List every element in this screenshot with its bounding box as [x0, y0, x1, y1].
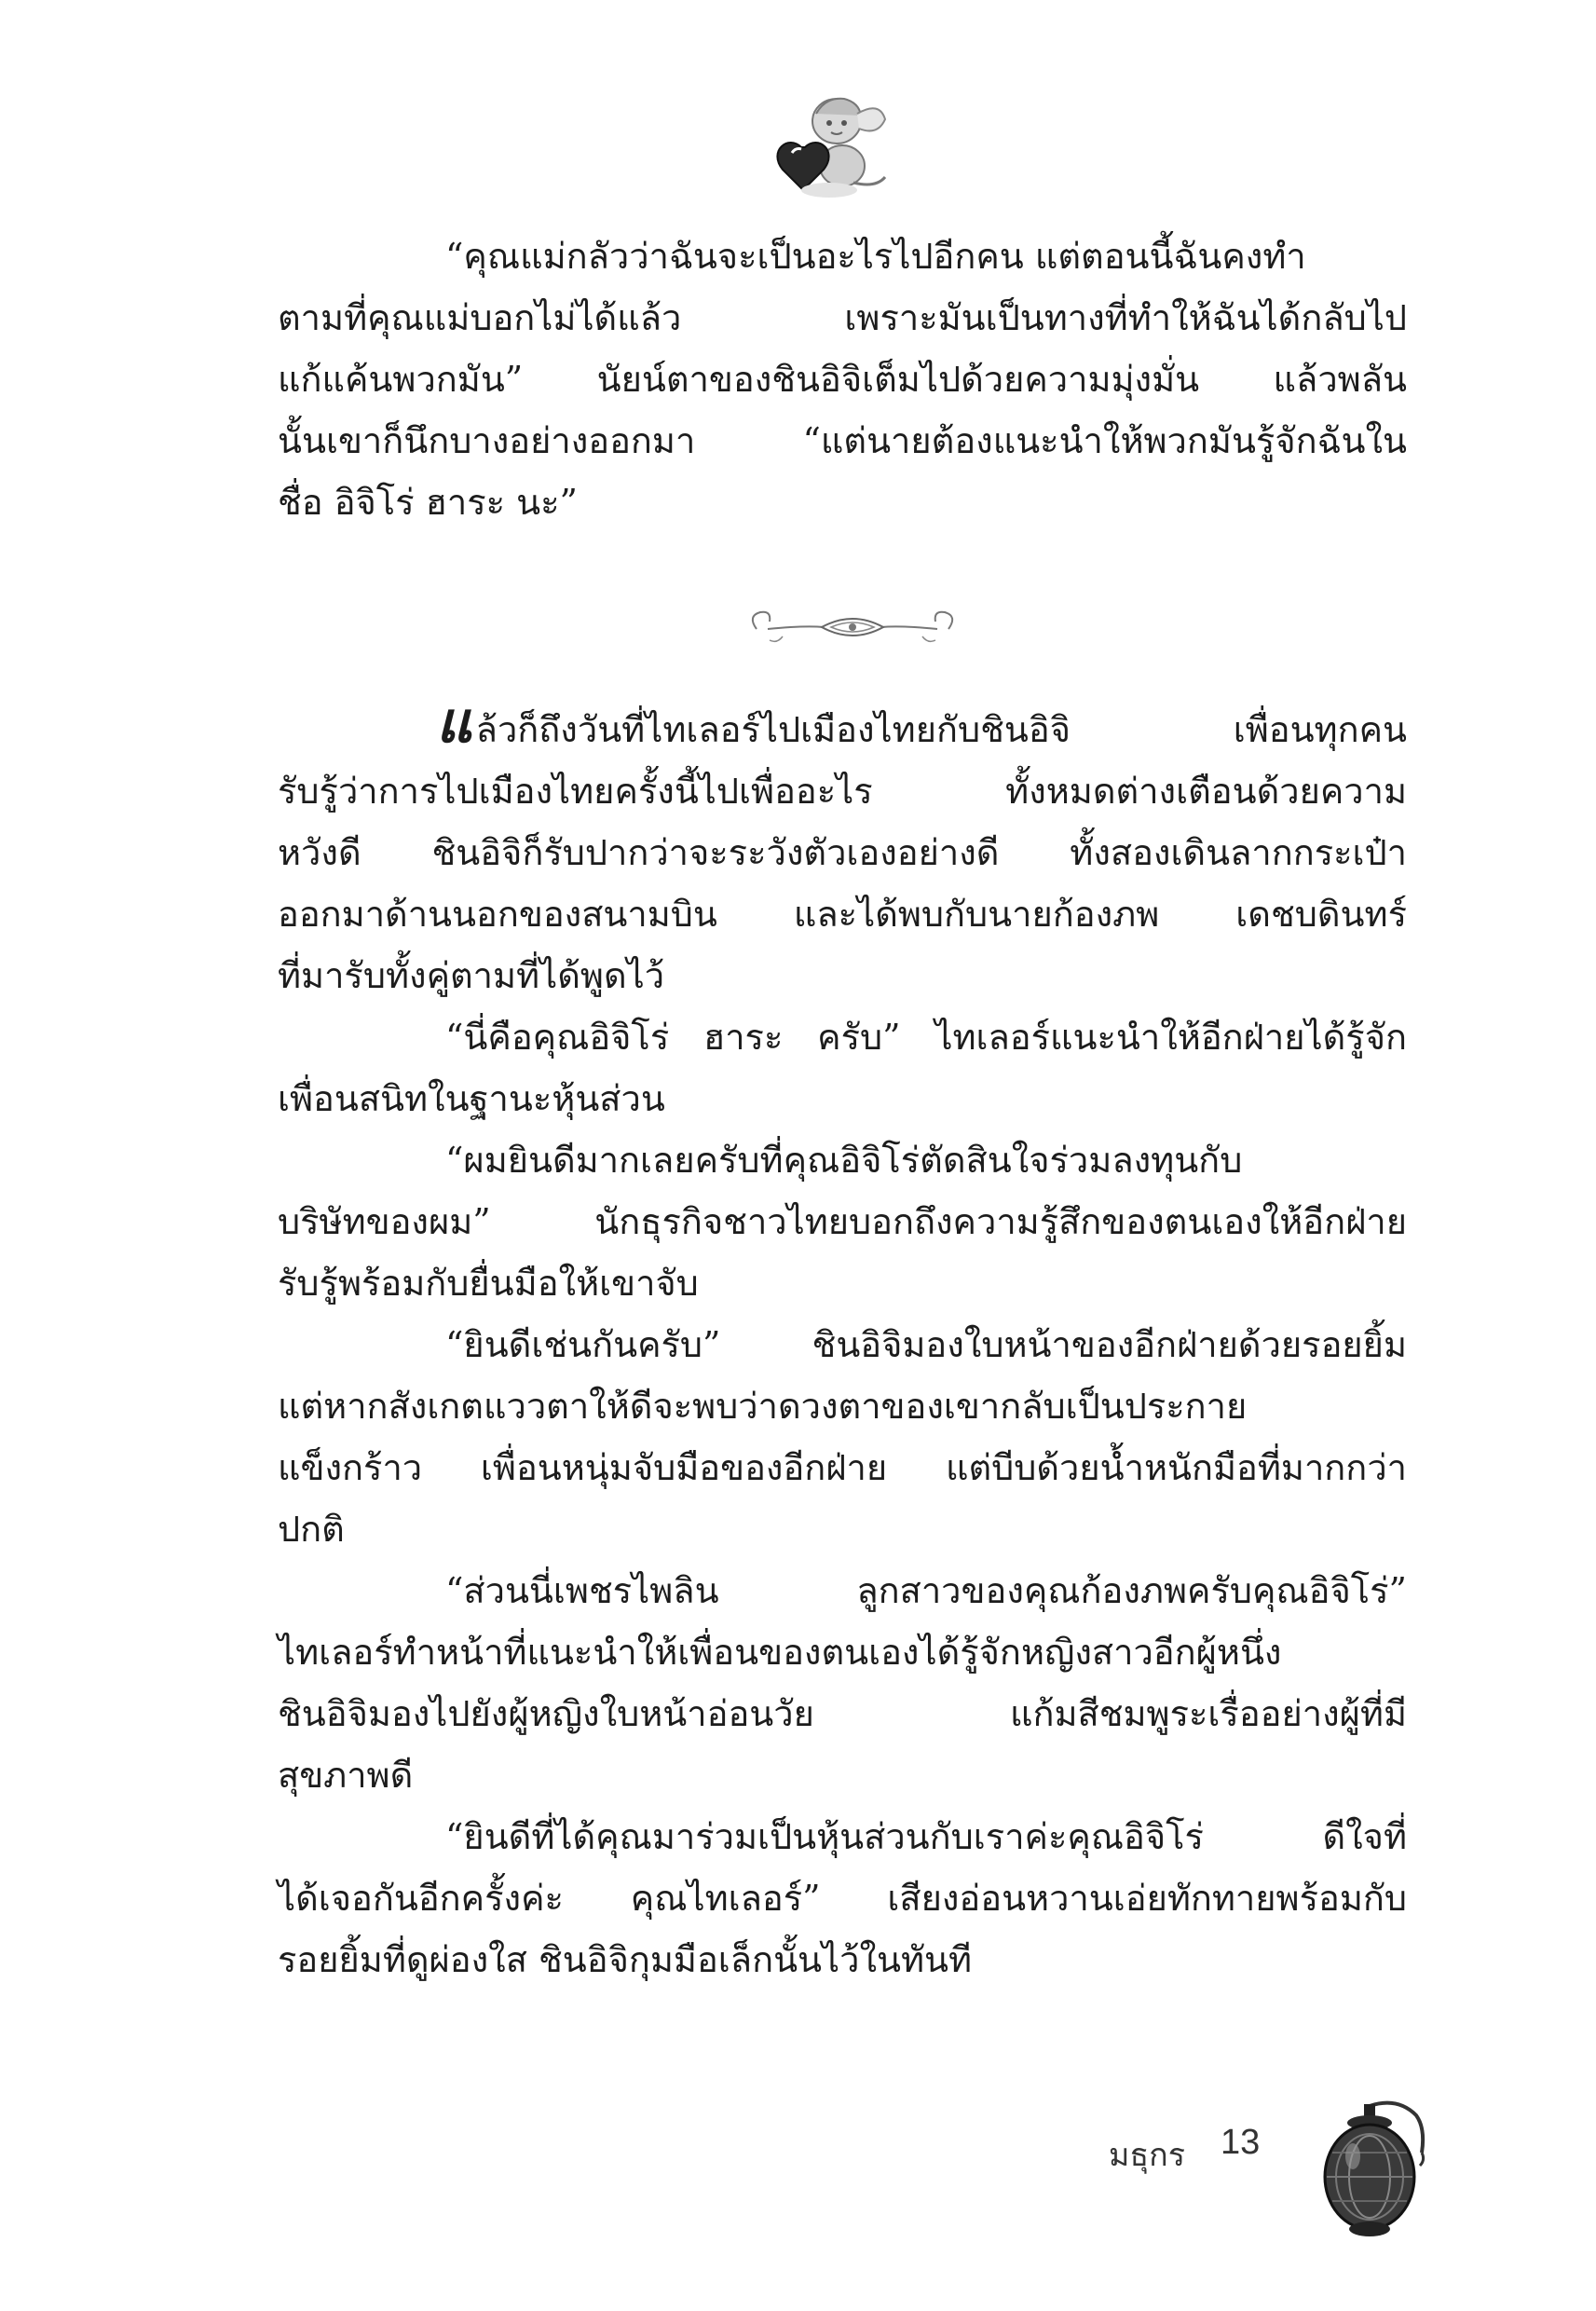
text-line: สุขภาพดี [278, 1755, 414, 1796]
text-line: นั้นเขาก็นึกบางอย่างออกมา “แต่นายต้องแนะนำให้พวกมันรู้จักฉันใน [278, 420, 1407, 461]
hanging-lantern-icon [1304, 2087, 1435, 2246]
text-line: ตามที่คุณแม่บอกไม่ได้แล้ว เพราะมันเป็นทางที่ทำให้ฉันได้กลับไป [278, 297, 1407, 338]
text-line: “คุณแม่กลัวว่าฉันจะเป็นอะไรไปอีกคน แต่ตอนนี้ฉันคงทำ [445, 236, 1306, 277]
text-line: ออกมาด้านนอกของสนามบิน และได้พบกับนายก้องภพ เดชบดินทร์ [278, 894, 1407, 935]
text-line: ได้เจอกันอีกครั้งค่ะ คุณไทเลอร์” เสียงอ่อนหวานเอ่ยทักทายพร้อมกับ [278, 1878, 1407, 1919]
text-line: “นี่คือคุณอิจิโร่ ฮาระ ครับ” ไทเลอร์แนะนำให้อีกฝ่ายได้รู้จัก [445, 1017, 1407, 1058]
text-line: รับรู้ว่าการไปเมืองไทยครั้งนี้ไปเพื่ออะไร ทั้งหมดต่างเตือนด้วยความ [278, 771, 1407, 812]
page-number: 13 [1221, 2123, 1261, 2162]
text-line: “ยินดีที่ได้คุณมาร่วมเป็นหุ้นส่วนกับเราค่ะคุณอิจิโร่ ดีใจที่ [445, 1816, 1407, 1857]
text-line: รับรู้พร้อมกับยื่นมือให้เขาจับ [278, 1263, 699, 1304]
text-line: ไทเลอร์ทำหน้าที่แนะนำให้เพื่อนของตนเองได้รู้จักหญิงสาวอีกผู้หนึ่ง [278, 1632, 1282, 1673]
drop-cap: แ [436, 691, 472, 756]
text-line: ชื่อ อิจิโร่ ฮาระ นะ” [278, 482, 578, 523]
text-line: “ส่วนนี่เพชรไพลิน ลูกสาวของคุณก้องภพครับคุณอิจิโร่” [445, 1570, 1407, 1611]
text-line: ชินอิจิมองไปยังผู้หญิงใบหน้าอ่อนวัย แก้มสีชมพูระเรื่ออย่างผู้ที่มี [278, 1693, 1407, 1734]
text-line: แข็งกร้าว เพื่อนหนุ่มจับมือของอีกฝ่าย แต่บีบด้วยน้ำหนักมือที่มากกว่า [278, 1447, 1407, 1488]
cupid-holding-heart-icon [764, 86, 894, 207]
text-line: แก้แค้นพวกมัน” นัยน์ตาของชินอิจิเต็มไปด้วยความมุ่งมั่น แล้วพลัน [278, 359, 1407, 400]
text-line: เพื่อนสนิทในฐานะหุ้นส่วน [278, 1078, 665, 1119]
text-line-first [278, 691, 1407, 760]
text-line: รอยยิ้มที่ดูผ่องใส ชินอิจิกุมมือเล็กนั้นไว้ในทันที [278, 1939, 973, 1980]
text-line: ปกติ [278, 1509, 345, 1550]
paragraph-section-1 [278, 226, 1407, 533]
text-line: “ยินดีเช่นกันครับ” ชินอิจิมองใบหน้าของอีกฝ่ายด้วยรอยยิ้ม [445, 1324, 1407, 1365]
text-line: หวังดี ชินอิจิก็รับปากว่าจะระวังตัวเองอย่างดี ทั้งสองเดินลากกระเป๋า [278, 832, 1407, 873]
ornamental-flourish-divider [745, 601, 960, 648]
text-line: “ผมยินดีมากเลยครับที่คุณอิจิโร่ตัดสินใจร่วมลงทุนกับ [445, 1140, 1243, 1181]
first-line-text: ล้วก็ถึงวันที่ไทเลอร์ไปเมืองไทยกับชินอิจิ เพื่อนทุกคน [475, 709, 1407, 750]
text-line: ที่มารับทั้งคู่ตามที่ได้พูดไว้ [278, 955, 665, 996]
text-line: แต่หากสังเกตแววตาให้ดีจะพบว่าดวงตาของเขากลับเป็นประกาย [278, 1386, 1248, 1427]
book-title: มธุกร [1109, 2138, 1186, 2173]
text-line: บริษัทของผม” นักธุรกิจชาวไทยบอกถึงความรู้สึกของตนเองให้อีกฝ่าย [278, 1201, 1407, 1242]
paragraph-section-2 [278, 691, 1407, 1990]
